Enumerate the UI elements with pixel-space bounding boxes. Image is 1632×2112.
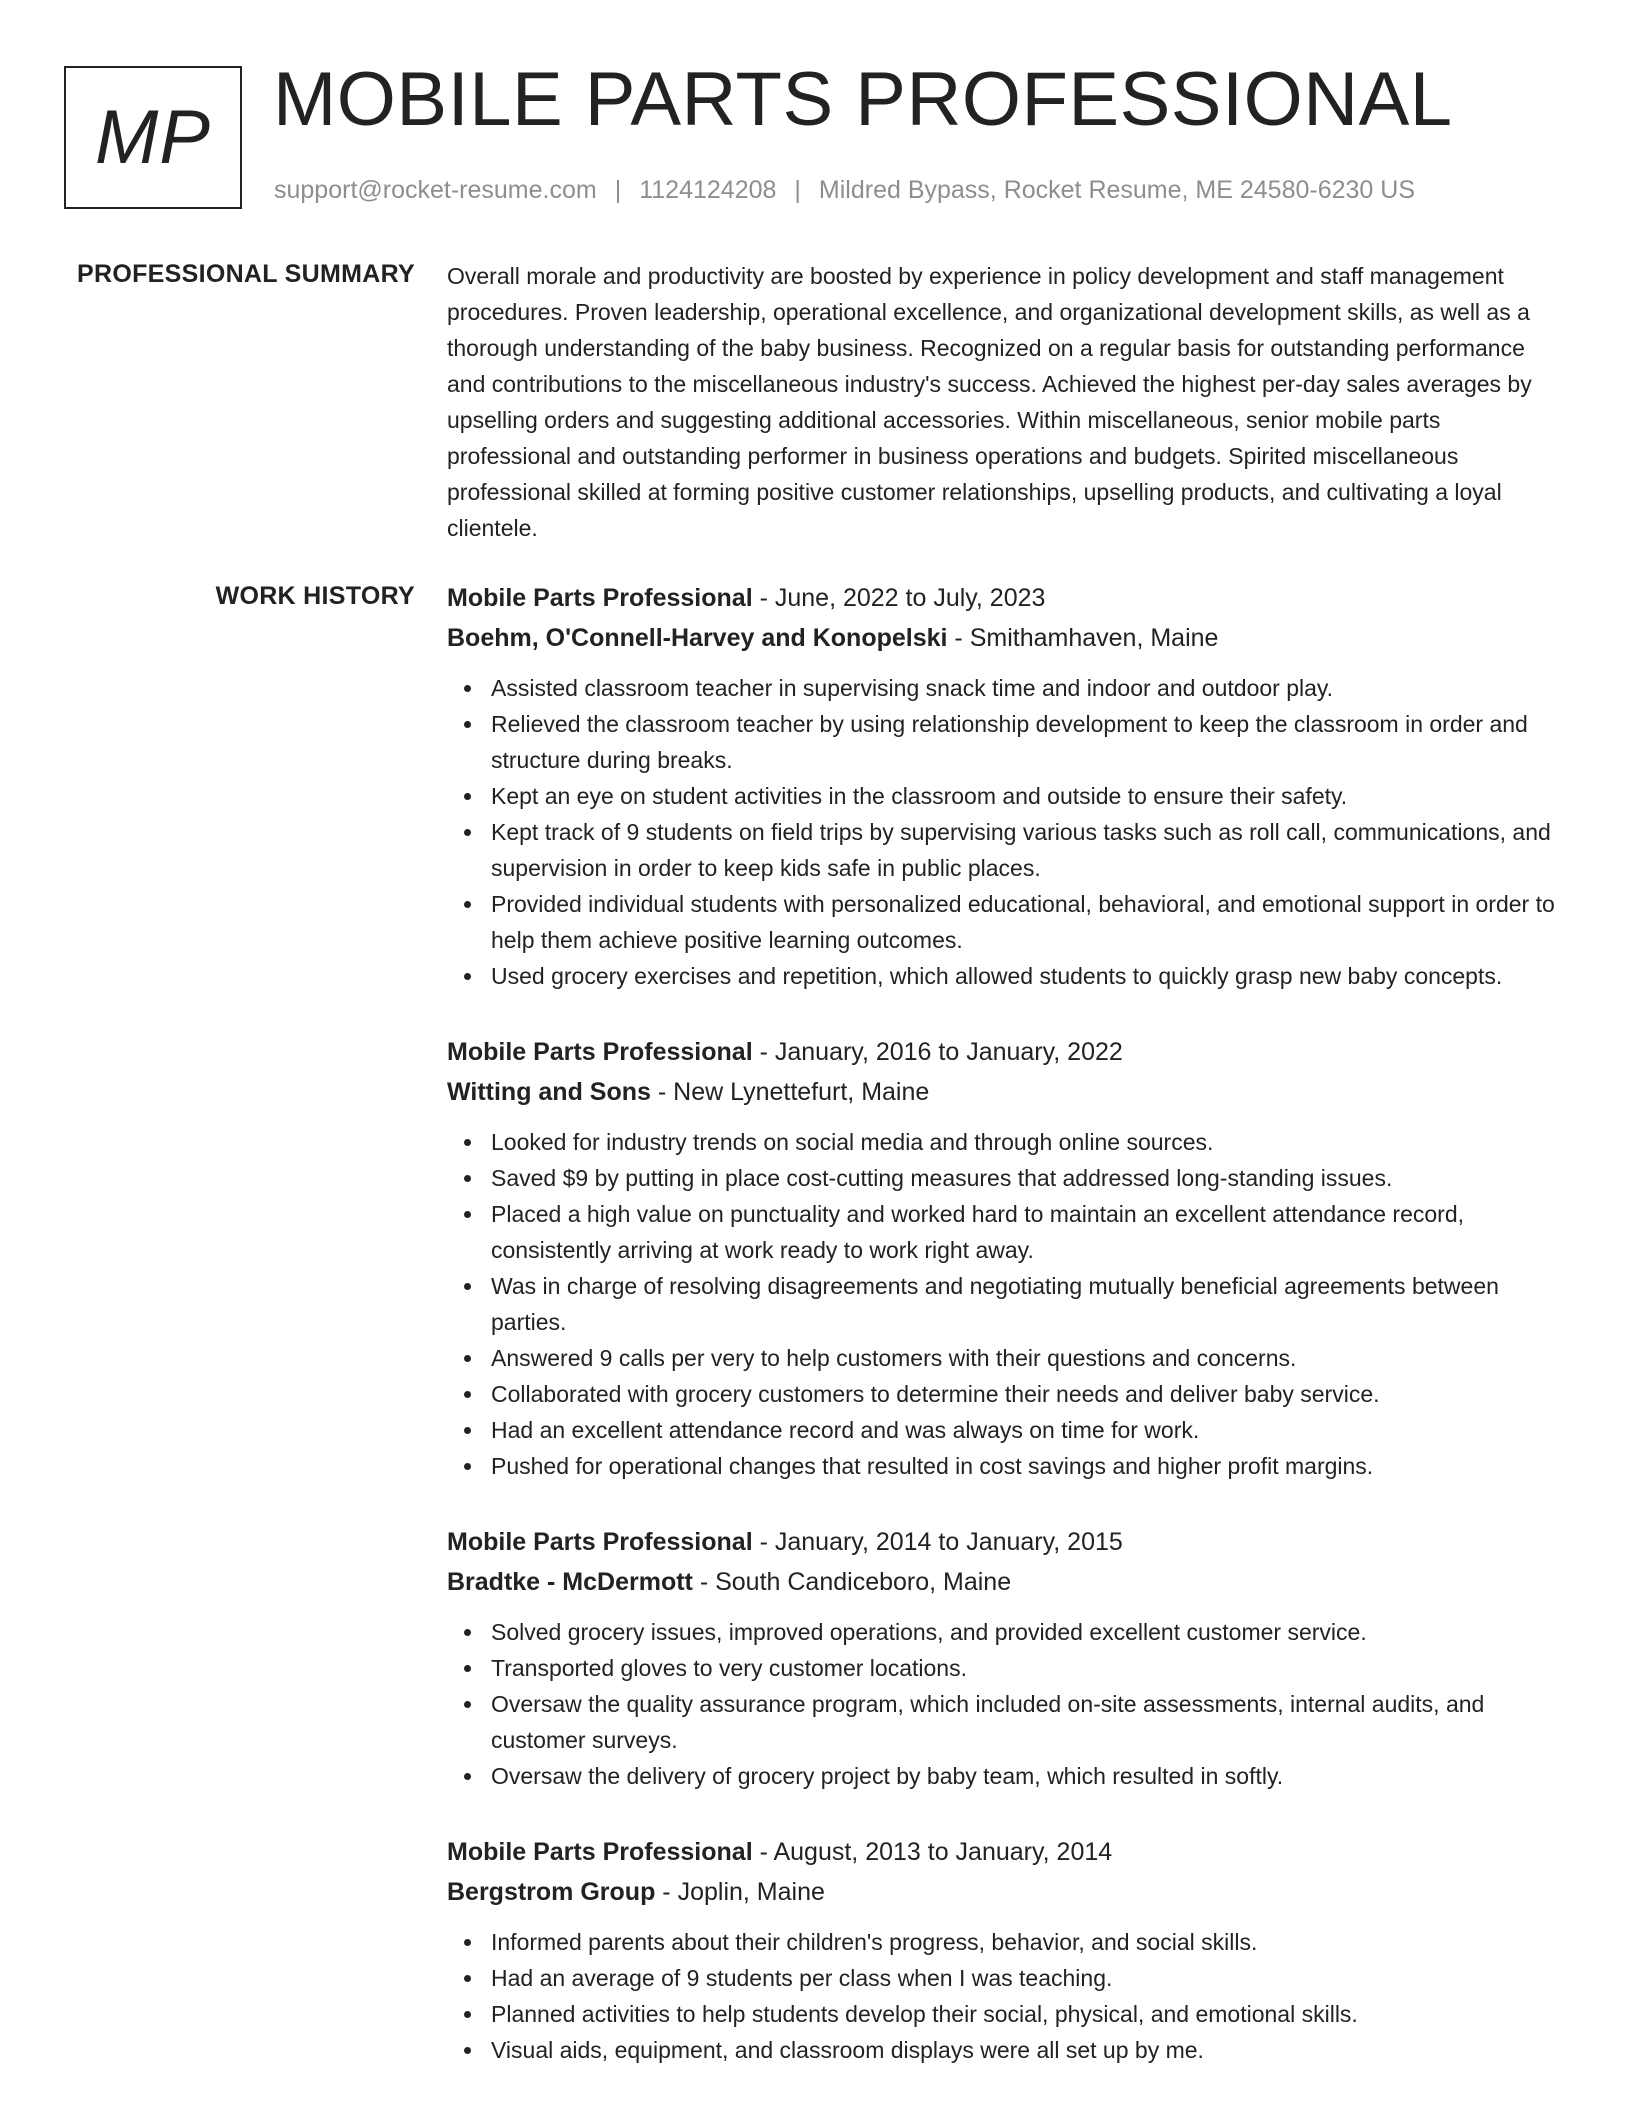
job-bullet-item: Assisted classroom teacher in supervising snack time and indoor and outdoor play. bbox=[447, 670, 1567, 706]
summary-text: Overall morale and productivity are boosted by experience in policy development and staff management procedures. Proven leadership, operational excellence, and organizational development skills, as well as a thorough understanding of the baby business. Recognized on a regular basis for outstanding performance and contributions to the miscellaneous industry's success. Achieved the highest per-day sales averages by upselling orders and suggesting additional accessories. Within miscellaneous, senior mobile parts professional and outstanding performer in business operations and budgets. Spirited miscellaneous professional skilled at forming positive customer relationships, upselling products, and cultivating a loyal clientele. bbox=[447, 263, 1532, 541]
job-bullet-item: Collaborated with grocery customers to determine their needs and deliver baby service. bbox=[447, 1376, 1567, 1412]
job-company-line bbox=[447, 618, 1567, 658]
job-bullet-item: Used grocery exercises and repetition, which allowed students to quickly grasp new baby concepts. bbox=[447, 958, 1567, 994]
job-bullet-item: Looked for industry trends on social media and through online sources. bbox=[447, 1124, 1567, 1160]
job-bullets bbox=[447, 1124, 1567, 1484]
job-bullet-item: Oversaw the delivery of grocery project by baby team, which resulted in softly. bbox=[447, 1758, 1567, 1794]
job-title: Mobile Parts Professional bbox=[447, 1838, 753, 1866]
job-bullet-item: Oversaw the quality assurance program, which included on-site assessments, internal audits, and customer surveys. bbox=[447, 1686, 1567, 1758]
page-title: MOBILE PARTS PROFESSIONAL bbox=[273, 57, 1453, 142]
work-history-body bbox=[447, 578, 1567, 2106]
job-title-line bbox=[447, 1032, 1567, 1072]
job-company: Witting and Sons bbox=[447, 1078, 651, 1106]
summary-body bbox=[447, 258, 1567, 546]
job-bullet-item: Relieved the classroom teacher by using relationship development to keep the classroom in order and structure during breaks. bbox=[447, 706, 1567, 778]
job-bullet-item: Informed parents about their children's progress, behavior, and social skills. bbox=[447, 1924, 1567, 1960]
contact-line bbox=[274, 176, 1415, 205]
job-bullet-item: Saved $9 by putting in place cost-cutting measures that addressed long-standing issues. bbox=[447, 1160, 1567, 1196]
job-bullet-item: Planned activities to help students develop their social, physical, and emotional skills. bbox=[447, 1996, 1567, 2032]
contact-email: support@rocket-resume.com bbox=[274, 176, 597, 204]
job-entry bbox=[447, 1832, 1567, 2068]
job-dates: - June, 2022 to July, 2023 bbox=[752, 584, 1046, 612]
job-company-line bbox=[447, 1872, 1567, 1912]
job-company: Boehm, O'Connell-Harvey and Konopelski bbox=[447, 624, 948, 652]
job-company: Bradtke - McDermott bbox=[447, 1568, 693, 1596]
job-dates: - January, 2016 to January, 2022 bbox=[752, 1038, 1123, 1066]
job-bullet-item: Pushed for operational changes that resulted in cost savings and higher profit margins. bbox=[447, 1448, 1567, 1484]
job-bullet-item: Had an average of 9 students per class when I was teaching. bbox=[447, 1960, 1567, 1996]
job-dates: - January, 2014 to January, 2015 bbox=[752, 1528, 1123, 1556]
job-title-line bbox=[447, 1522, 1567, 1562]
job-title-line bbox=[447, 578, 1567, 618]
job-title-line bbox=[447, 1832, 1567, 1872]
job-bullet-item: Placed a high value on punctuality and worked hard to maintain an excellent attendance record, consistently arriving at work ready to work right away. bbox=[447, 1196, 1567, 1268]
job-location: - South Candiceboro, Maine bbox=[692, 1568, 1012, 1596]
job-bullet-item: Solved grocery issues, improved operations, and provided excellent customer service. bbox=[447, 1614, 1567, 1650]
job-bullet-item: Was in charge of resolving disagreements and negotiating mutually beneficial agreements between parties. bbox=[447, 1268, 1567, 1340]
job-entry bbox=[447, 578, 1567, 994]
contact-separator: | bbox=[614, 176, 622, 204]
job-bullet-item: Kept track of 9 students on field trips by supervising various tasks such as roll call, communications, and supervision in order to keep kids safe in public places. bbox=[447, 814, 1567, 886]
job-bullets bbox=[447, 1614, 1567, 1794]
job-company-line bbox=[447, 1562, 1567, 1602]
job-dates: - August, 2013 to January, 2014 bbox=[752, 1838, 1113, 1866]
job-bullet-item: Provided individual students with personalized educational, behavioral, and emotional support in order to help them achieve positive learning outcomes. bbox=[447, 886, 1567, 958]
job-title: Mobile Parts Professional bbox=[447, 1038, 753, 1066]
job-bullet-item: Answered 9 calls per very to help customers with their questions and concerns. bbox=[447, 1340, 1567, 1376]
job-company: Bergstrom Group bbox=[447, 1878, 656, 1906]
job-entry bbox=[447, 1032, 1567, 1484]
job-bullet-item: Visual aids, equipment, and classroom displays were all set up by me. bbox=[447, 2032, 1567, 2068]
job-title: Mobile Parts Professional bbox=[447, 1528, 753, 1556]
work-history-label: WORK HISTORY bbox=[215, 582, 415, 610]
job-bullets bbox=[447, 670, 1567, 994]
job-bullet-item: Had an excellent attendance record and was always on time for work. bbox=[447, 1412, 1567, 1448]
contact-phone: 1124124208 bbox=[639, 176, 777, 204]
job-bullet-item: Transported gloves to very customer locations. bbox=[447, 1650, 1567, 1686]
summary-label: PROFESSIONAL SUMMARY bbox=[77, 260, 415, 288]
contact-separator: | bbox=[794, 176, 801, 204]
job-bullet-item: Kept an eye on student activities in the classroom and outside to ensure their safety. bbox=[447, 778, 1567, 814]
job-location: - Smithamhaven, Maine bbox=[947, 624, 1219, 652]
job-company-line bbox=[447, 1072, 1567, 1112]
job-location: - New Lynettefurt, Maine bbox=[650, 1078, 930, 1106]
contact-address: Mildred Bypass, Rocket Resume, ME 24580-6230 US bbox=[818, 176, 1416, 204]
job-location: - Joplin, Maine bbox=[655, 1878, 825, 1906]
monogram-logo: MP bbox=[64, 66, 242, 209]
job-title: Mobile Parts Professional bbox=[447, 584, 753, 612]
job-bullets bbox=[447, 1924, 1567, 2068]
job-entry bbox=[447, 1522, 1567, 1794]
